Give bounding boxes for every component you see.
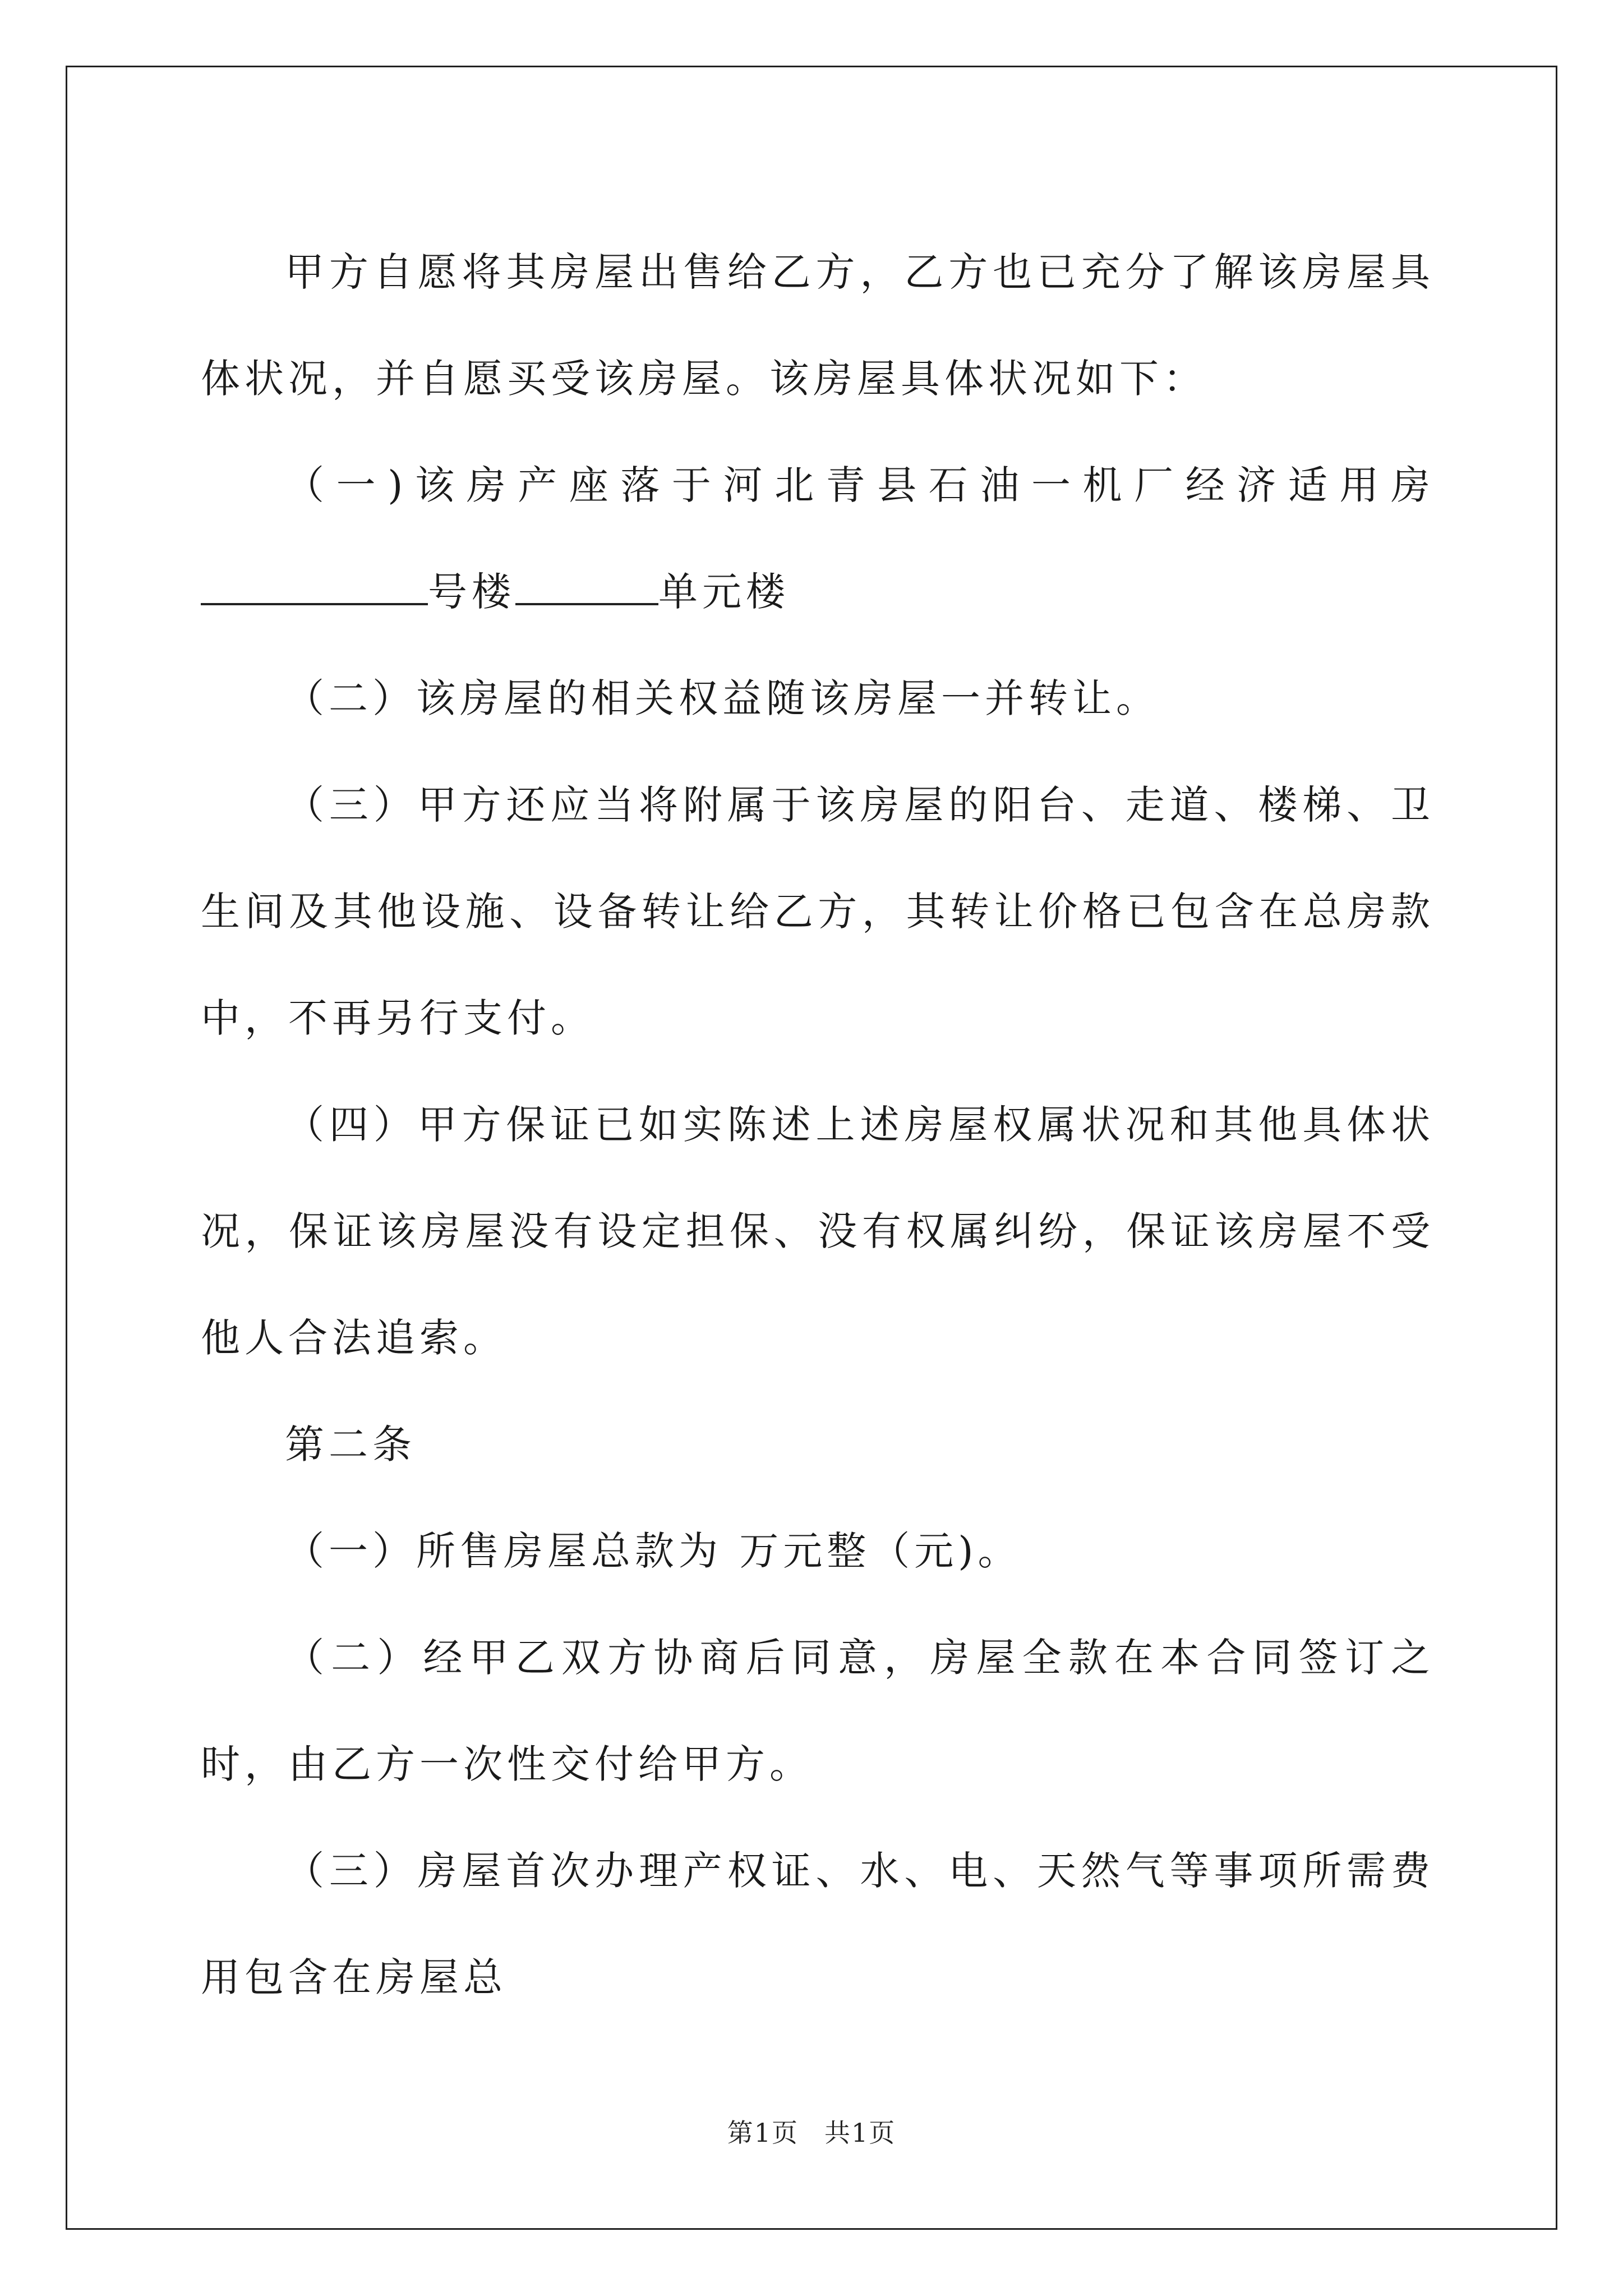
paragraph-fees: （三）房屋首次办理产权证、水、电、天然气等事项所需费用包含在房屋总 [201, 1848, 1435, 2000]
page-footer [0, 2113, 1623, 2150]
unit-number-blank [515, 569, 658, 605]
paragraph-rights: （二）该房屋的相关权益随该房屋一并转让。 [285, 675, 1160, 721]
paragraph-guarantee: （四）甲方保证已如实陈述上述房屋权属状况和其他具体状况，保证该房屋没有设定担保、没有权属纠纷，保证该房屋不受他人合法追索。 [201, 1102, 1435, 1361]
page-count: 共1页 [824, 2118, 896, 2148]
article-heading: 第二条 [285, 1421, 416, 1467]
building-label: 号楼 [428, 569, 515, 615]
paragraph-payment: （二）经甲乙双方协商后同意，房屋全款在本合同签订之时，由乙方一次性交付给甲方。 [201, 1635, 1435, 1787]
paragraph-total-price: （一）所售房屋总款为 万元整（元)。 [285, 1528, 1022, 1574]
page-number: 第1页 [727, 2118, 799, 2148]
unit-label: 单元楼 [658, 569, 790, 615]
building-number-blank [201, 569, 428, 605]
document-body [201, 219, 1435, 2031]
paragraph-location [201, 432, 1435, 645]
location-text: （一)该房产座落于河北青县石油一机厂经济适用房 [285, 462, 1435, 508]
paragraph-intro: 甲方自愿将其房屋出售给乙方，乙方也已充分了解该房屋具体状况，并自愿买受该房屋。该房屋具体状况如下： [201, 249, 1435, 402]
paragraph-facilities: （三）甲方还应当将附属于该房屋的阳台、走道、楼梯、卫生间及其他设施、设备转让给乙方，其转让价格已包含在总房款中，不再另行支付。 [201, 782, 1435, 1041]
